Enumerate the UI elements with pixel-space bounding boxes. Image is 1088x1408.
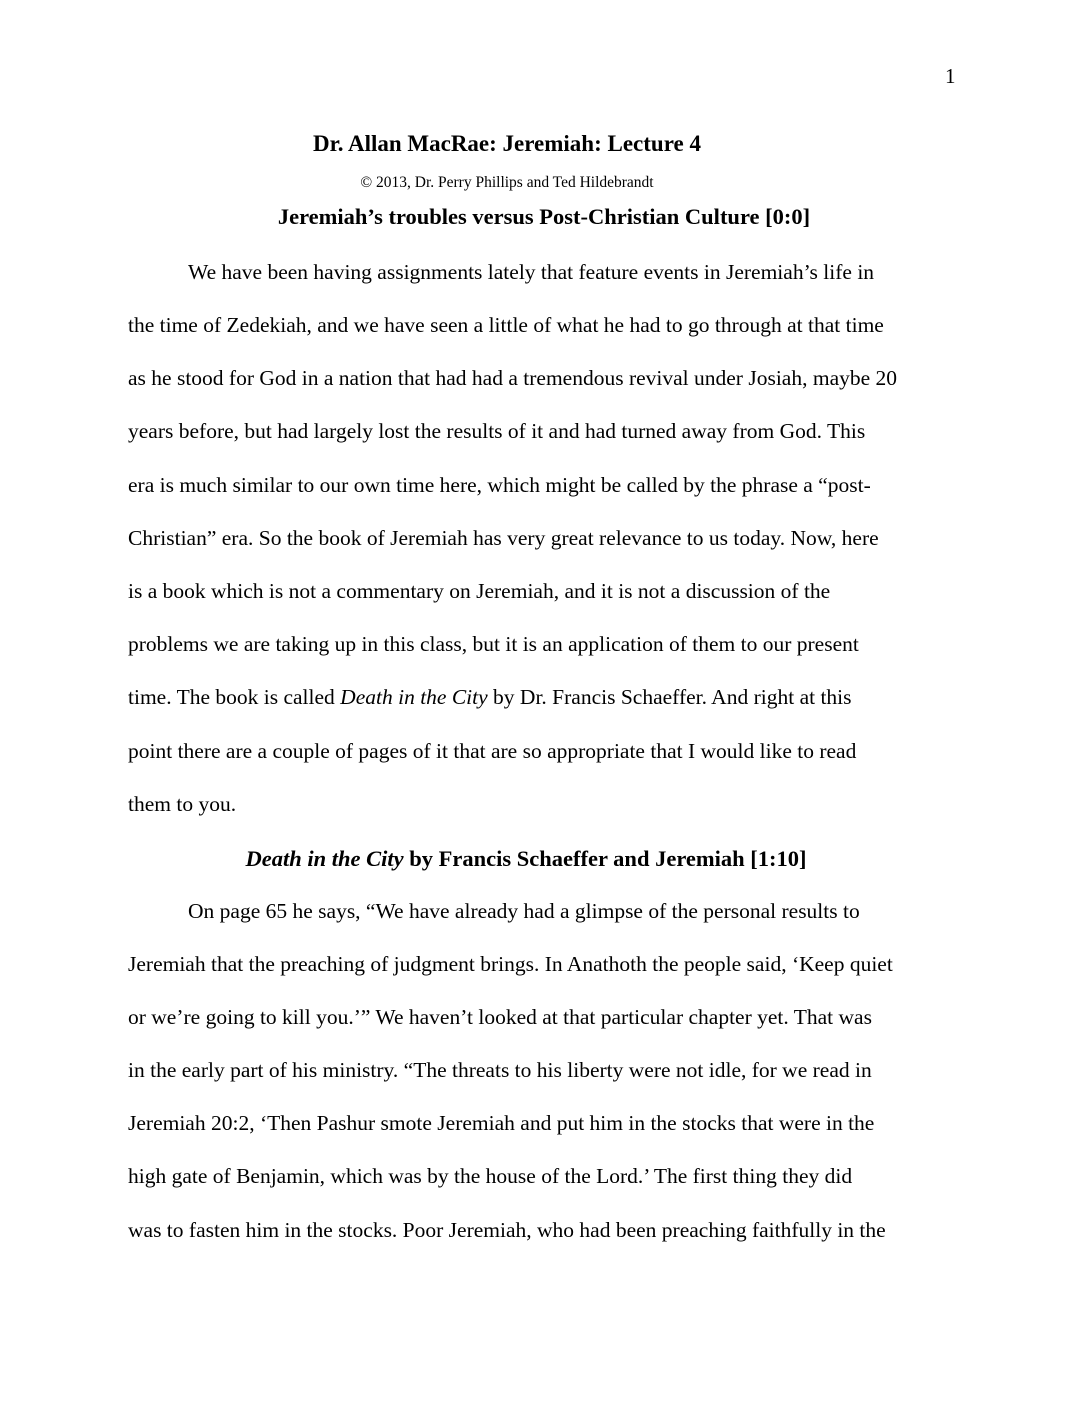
paragraph-line: On page 65 he says, “We have already had a glimpse of the personal results to	[188, 899, 860, 923]
line-text: time. The book is called	[128, 685, 341, 709]
paragraph-line: is a book which is not a commentary on Jeremiah, and it is not a discussion of the	[128, 579, 831, 603]
paragraph-line: high gate of Benjamin, which was by the house of the Lord.’ The first thing they did	[128, 1164, 853, 1188]
heading-text: by Francis Schaeffer and Jeremiah [1:10]	[403, 846, 807, 871]
paragraph-line: point there are a couple of pages of it that are so appropriate that I would like to read	[128, 739, 857, 763]
paragraph-line: them to you.	[128, 792, 237, 816]
paragraph-line: years before, but had largely lost the results of it and had turned away from God. This	[128, 419, 866, 443]
paragraph-line	[128, 684, 852, 711]
paragraph-line: problems we are taking up in this class, but it is an application of them to our present	[128, 632, 859, 656]
paragraph-line: era is much similar to our own time here, which might be called by the phrase a “post-	[128, 473, 871, 497]
paragraph-line: Jeremiah that the preaching of judgment brings. In Anathoth the people said, ‘Keep quiet	[128, 952, 893, 976]
heading-book-title: Death in the City	[245, 846, 404, 871]
paragraph-line: as he stood for God in a nation that had had a tremendous revival under Josiah, maybe 20	[128, 366, 898, 390]
page-number: 1	[945, 64, 956, 88]
paragraph-line: Christian” era. So the book of Jeremiah has very great relevance to us today. Now, here	[128, 526, 879, 550]
section-heading-1: Jeremiah’s troubles versus Post-Christian Culture [0:0]	[277, 204, 811, 229]
book-title-italic: Death in the City	[340, 685, 488, 709]
paragraph-line: Jeremiah 20:2, ‘Then Pashur smote Jeremiah and put him in the stocks that were in the	[128, 1111, 875, 1135]
paragraph-line: We have been having assignments lately that feature events in Jeremiah’s life in	[188, 260, 875, 284]
paragraph-line: was to fasten him in the stocks. Poor Jeremiah, who had been preaching faithfully in the	[128, 1218, 886, 1242]
paragraph-line: the time of Zedekiah, and we have seen a little of what he had to go through at that time	[128, 313, 884, 337]
copyright-line: © 2013, Dr. Perry Phillips and Ted Hildebrandt	[360, 174, 654, 191]
document-title: Dr. Allan MacRae: Jeremiah: Lecture 4	[313, 131, 701, 156]
line-text: by Dr. Francis Schaeffer. And right at this	[487, 685, 852, 709]
section-heading-2	[0, 845, 1052, 873]
paragraph-line: or we’re going to kill you.’” We haven’t looked at that particular chapter yet. That was	[128, 1005, 872, 1029]
paragraph-line: in the early part of his ministry. “The threats to his liberty were not idle, for we read in	[128, 1058, 872, 1082]
